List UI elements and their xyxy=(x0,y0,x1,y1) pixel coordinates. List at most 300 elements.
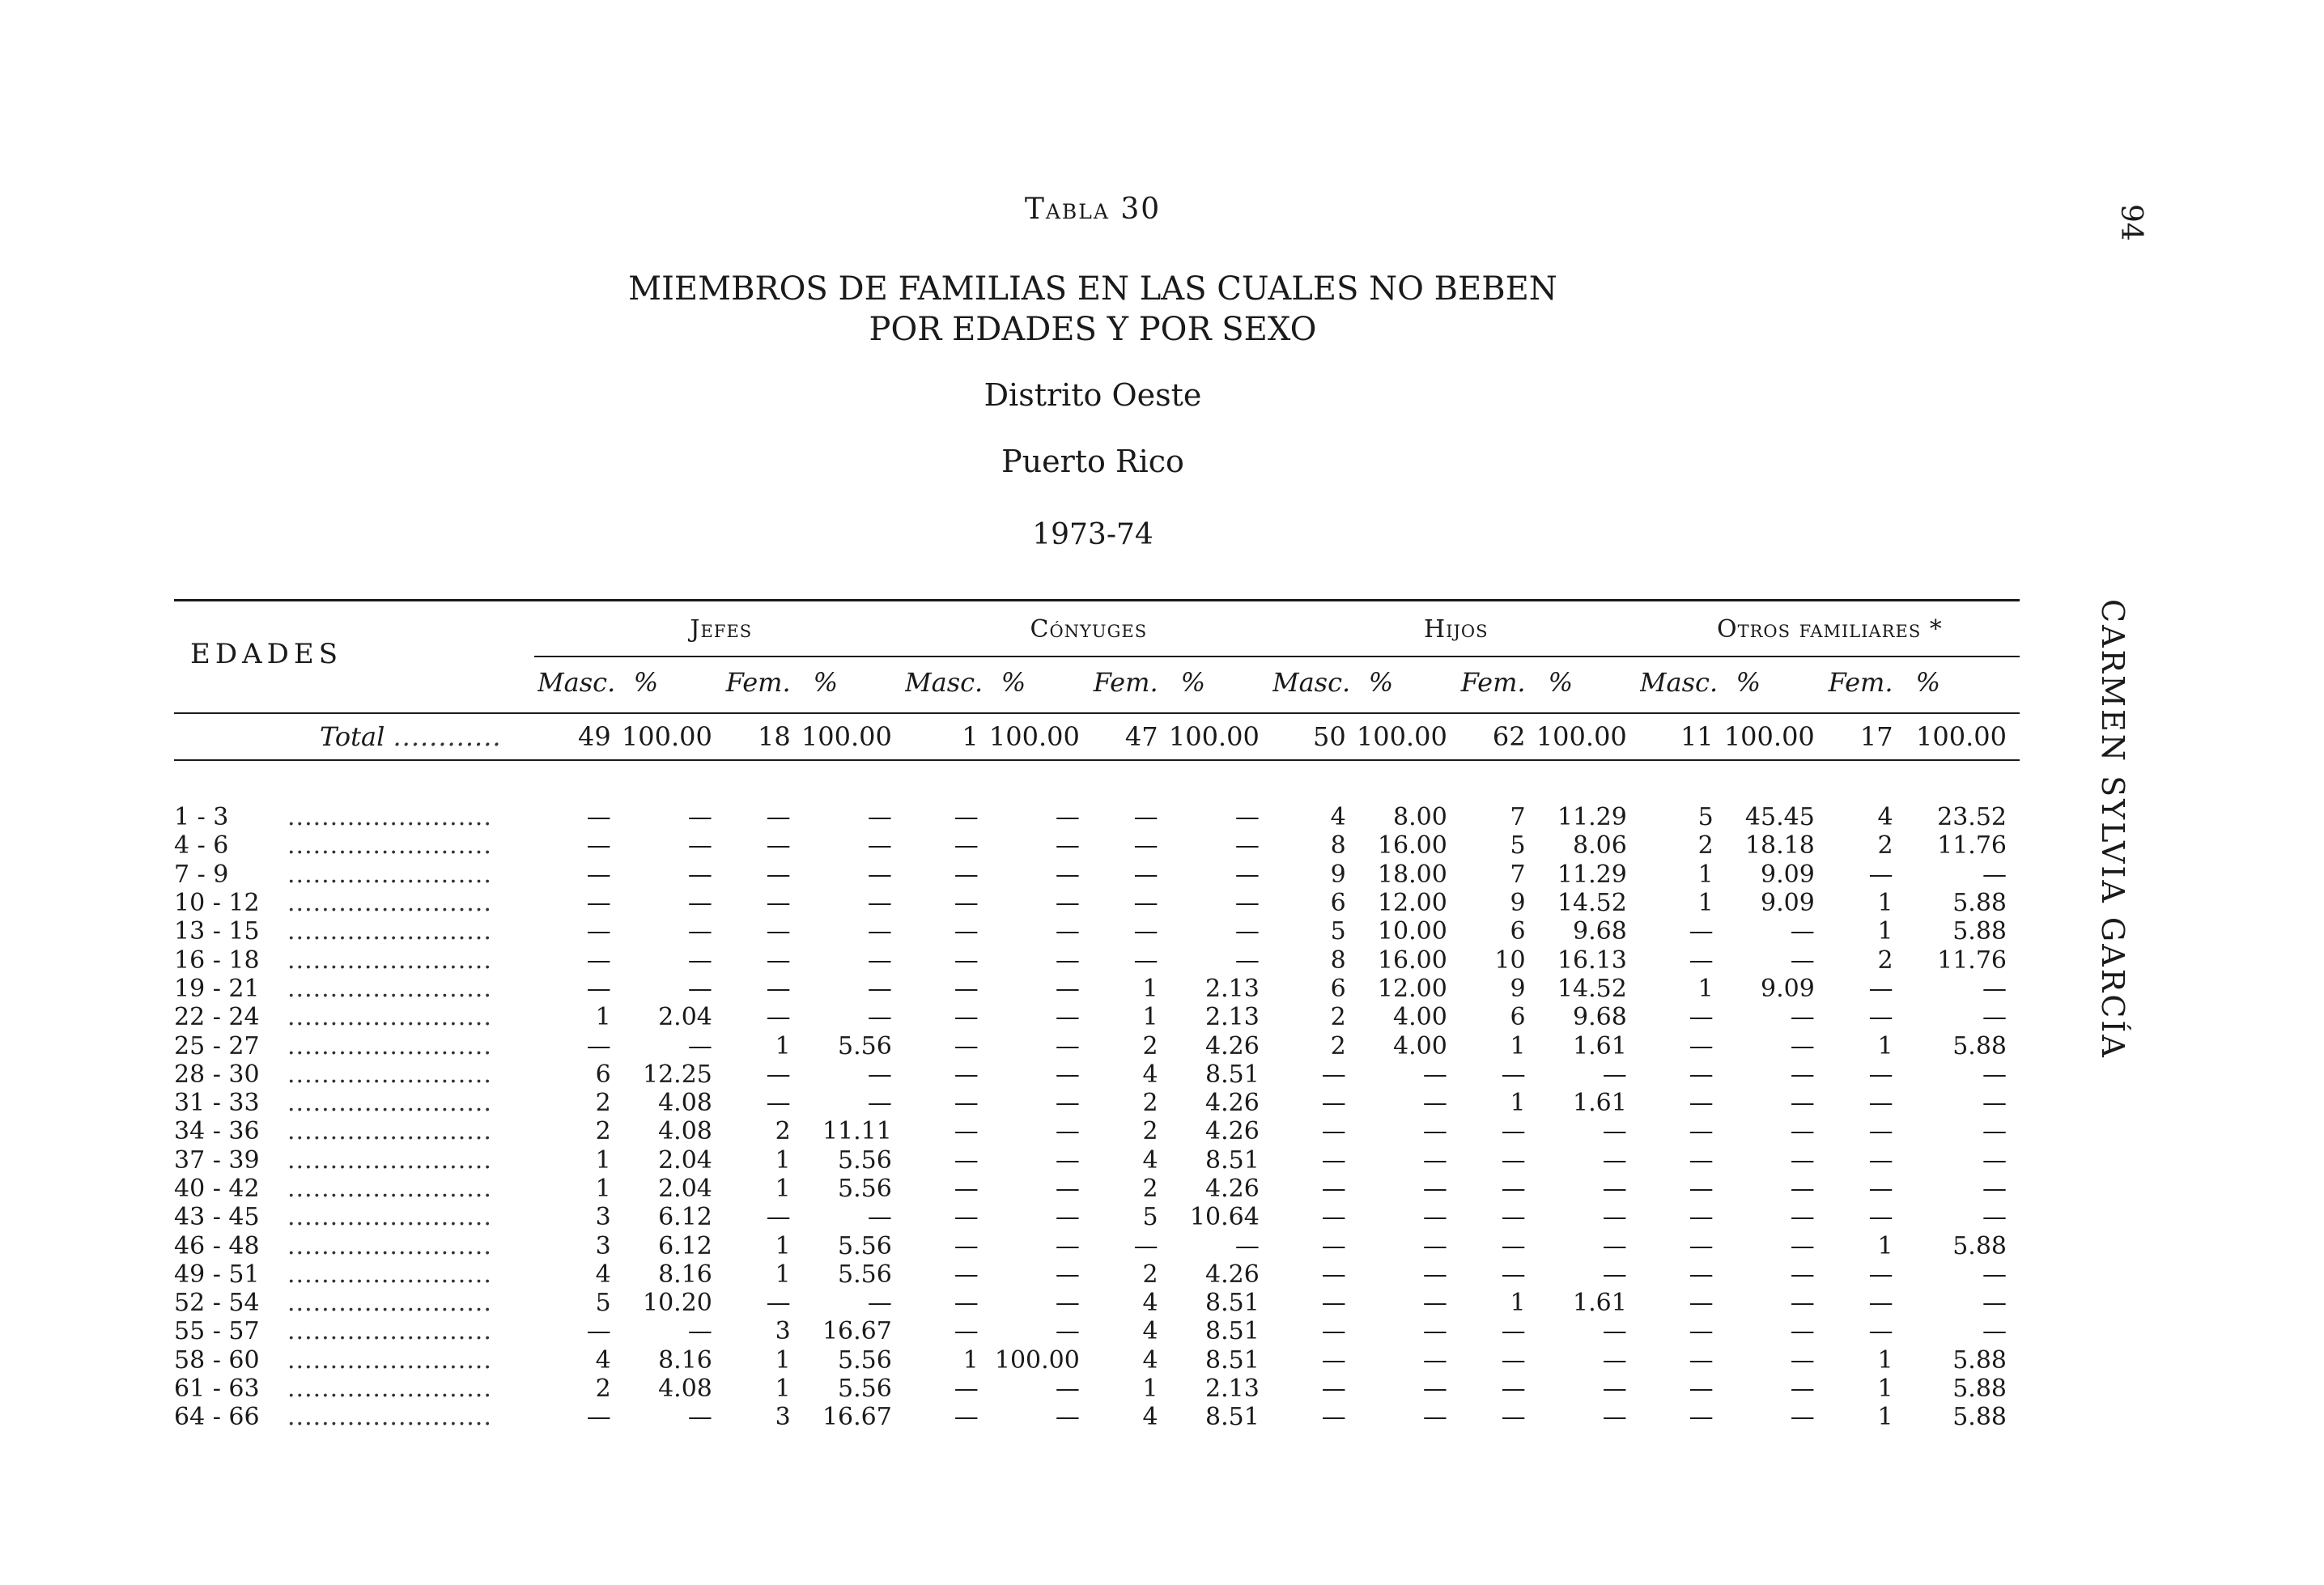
leader-dots: ........................ xyxy=(287,917,492,946)
percent-cell: — xyxy=(1982,1060,2007,1089)
count-cell: 6 xyxy=(1510,917,1526,946)
count-cell: — xyxy=(1689,1089,1714,1118)
leader-dots: ........................ xyxy=(287,1003,492,1032)
table-row xyxy=(174,860,2020,889)
count-cell: — xyxy=(954,803,979,832)
count-cell: — xyxy=(954,1203,979,1232)
age-cell xyxy=(174,1346,537,1375)
percent-cell: 8.16 xyxy=(658,1345,712,1375)
table-row xyxy=(174,803,2020,831)
subheader-fem: Fem. xyxy=(1093,667,1158,698)
group-otros-familiares: Otros familiares * xyxy=(1717,614,1943,644)
percent-cell: — xyxy=(1602,1260,1627,1289)
count-cell: — xyxy=(1689,1060,1714,1089)
table-row xyxy=(174,1317,2020,1345)
count-cell: — xyxy=(954,1145,979,1175)
count-cell: 1 xyxy=(1142,1003,1158,1032)
age-range: 64 - 66 xyxy=(174,1403,260,1432)
count-cell: 1 xyxy=(1697,889,1714,918)
total-cell: 17 xyxy=(1859,721,1893,752)
table-row xyxy=(174,975,2020,1003)
total-row xyxy=(174,708,2020,766)
percent-cell: — xyxy=(867,860,892,889)
leader-dots: ........................ xyxy=(287,1345,492,1375)
percent-cell: — xyxy=(1055,803,1080,832)
percent-cell: 6.12 xyxy=(658,1203,712,1232)
percent-cell: — xyxy=(1982,1260,2007,1289)
age-cell xyxy=(174,975,537,1003)
percent-cell: 1.61 xyxy=(1572,1031,1627,1060)
count-cell: 2 xyxy=(1142,1117,1158,1146)
percent-cell: — xyxy=(1422,1345,1447,1375)
count-cell: — xyxy=(1868,974,1893,1003)
table-label-number: 30 xyxy=(1120,193,1162,226)
percent-cell: 5.56 xyxy=(838,1345,892,1375)
count-cell: — xyxy=(1321,1117,1346,1146)
count-cell: — xyxy=(1868,1289,1893,1318)
count-cell: — xyxy=(1868,1117,1893,1146)
count-cell: — xyxy=(1133,917,1158,946)
percent-cell: 8.51 xyxy=(1205,1317,1260,1346)
count-cell: 6 xyxy=(1330,974,1346,1003)
percent-cell: 8.06 xyxy=(1572,831,1627,860)
table-row xyxy=(174,1031,2020,1060)
count-cell: — xyxy=(1501,1345,1526,1375)
percent-cell: — xyxy=(1422,1317,1447,1346)
data-table xyxy=(174,601,2020,1432)
count-cell: — xyxy=(1868,1260,1893,1289)
count-cell: — xyxy=(954,1231,979,1260)
percent-cell: — xyxy=(1422,1145,1447,1175)
count-cell: 4 xyxy=(1142,1345,1158,1375)
total-cell: 100.00 xyxy=(1356,721,1447,752)
count-cell: 4 xyxy=(1142,1060,1158,1089)
subheader-pct: % xyxy=(633,667,659,698)
leader-dots: ........................ xyxy=(287,1231,492,1260)
percent-cell: — xyxy=(1790,1403,1815,1432)
count-cell: — xyxy=(954,945,979,975)
total-label-cell xyxy=(174,708,537,766)
count-cell: 1 xyxy=(595,1003,611,1032)
percent-cell: 10.20 xyxy=(643,1289,712,1318)
total-cell: 100.00 xyxy=(1536,721,1627,752)
age-range: 34 - 36 xyxy=(174,1117,260,1146)
count-cell: — xyxy=(766,831,791,860)
count-cell: 5 xyxy=(1142,1203,1158,1232)
percent-cell: 11.11 xyxy=(822,1117,892,1146)
count-cell: — xyxy=(1321,1145,1346,1175)
count-cell: 2 xyxy=(1877,831,1893,860)
count-cell: 2 xyxy=(1697,831,1714,860)
percent-cell: — xyxy=(687,917,712,946)
age-range: 40 - 42 xyxy=(174,1175,260,1203)
count-cell: — xyxy=(1321,1403,1346,1432)
percent-cell: 2.04 xyxy=(658,1145,712,1175)
count-cell: — xyxy=(1689,1203,1714,1232)
age-cell xyxy=(174,1289,537,1317)
count-cell: — xyxy=(1501,1260,1526,1289)
leader-dots: ........................ xyxy=(287,831,492,860)
count-cell: — xyxy=(954,1117,979,1146)
age-cell xyxy=(174,1375,537,1403)
count-cell: — xyxy=(766,889,791,918)
count-cell: 3 xyxy=(595,1203,611,1232)
age-cell xyxy=(174,831,537,860)
count-cell: — xyxy=(766,1289,791,1318)
subheader-pct: % xyxy=(1915,667,1940,698)
percent-cell: — xyxy=(687,803,712,832)
count-cell: — xyxy=(1501,1117,1526,1146)
age-range: 19 - 21 xyxy=(174,974,260,1003)
age-range: 49 - 51 xyxy=(174,1260,260,1289)
count-cell: — xyxy=(1501,1317,1526,1346)
age-range: 4 - 6 xyxy=(174,831,229,860)
percent-cell: 4.08 xyxy=(658,1089,712,1118)
age-range: 28 - 30 xyxy=(174,1060,260,1089)
count-cell: — xyxy=(586,1403,611,1432)
age-range: 55 - 57 xyxy=(174,1317,260,1346)
count-cell: 1 xyxy=(1697,860,1714,889)
table-row xyxy=(174,917,2020,945)
count-cell: 8 xyxy=(1330,945,1346,975)
row-header-edades: EDADES xyxy=(190,638,343,670)
percent-cell: — xyxy=(1055,1231,1080,1260)
count-cell: — xyxy=(954,1089,979,1118)
total-cell: 49 xyxy=(578,721,611,752)
count-cell: — xyxy=(1133,831,1158,860)
percent-cell: — xyxy=(687,974,712,1003)
age-range: 16 - 18 xyxy=(174,945,260,975)
percent-cell: 5.88 xyxy=(1952,1231,2007,1260)
total-cell: 100.00 xyxy=(621,721,712,752)
count-cell: — xyxy=(586,974,611,1003)
percent-cell: — xyxy=(1790,1089,1815,1118)
count-cell: — xyxy=(954,1003,979,1032)
percent-cell: — xyxy=(1982,1089,2007,1118)
count-cell: — xyxy=(1321,1060,1346,1089)
percent-cell: 8.51 xyxy=(1205,1060,1260,1089)
percent-cell: — xyxy=(1422,1403,1447,1432)
count-cell: 1 xyxy=(595,1145,611,1175)
percent-cell: 11.76 xyxy=(1937,831,2007,860)
count-cell: 4 xyxy=(1330,803,1346,832)
count-cell: — xyxy=(586,831,611,860)
count-cell: 1 xyxy=(1142,1375,1158,1404)
age-cell xyxy=(174,860,537,889)
percent-cell: 9.09 xyxy=(1760,860,1815,889)
table-row xyxy=(174,1175,2020,1203)
percent-cell: 5.56 xyxy=(838,1231,892,1260)
count-cell: — xyxy=(766,1060,791,1089)
count-cell: 5 xyxy=(595,1289,611,1318)
table-label xyxy=(0,193,2186,226)
count-cell: — xyxy=(586,1317,611,1346)
total-cell: 100.00 xyxy=(1723,721,1815,752)
percent-cell: 2.04 xyxy=(658,1175,712,1203)
subheader-pct: % xyxy=(1180,667,1206,698)
age-range: 61 - 63 xyxy=(174,1375,260,1404)
count-cell: 2 xyxy=(1142,1175,1158,1203)
percent-cell: 5.56 xyxy=(838,1260,892,1289)
percent-cell: 18.18 xyxy=(1744,831,1815,860)
count-cell: — xyxy=(1868,1203,1893,1232)
leader-dots: ........................ xyxy=(287,1117,492,1146)
percent-cell: — xyxy=(867,1289,892,1318)
count-cell: — xyxy=(1689,1375,1714,1404)
count-cell: — xyxy=(1321,1175,1346,1203)
count-cell: — xyxy=(1321,1089,1346,1118)
leader-dots: ............ xyxy=(393,721,502,752)
percent-cell: — xyxy=(1982,1175,2007,1203)
percent-cell: — xyxy=(1234,917,1260,946)
age-cell xyxy=(174,1089,537,1117)
leader-dots: ........................ xyxy=(287,1289,492,1318)
percent-cell: — xyxy=(1234,945,1260,975)
percent-cell: — xyxy=(1982,974,2007,1003)
count-cell: — xyxy=(766,1089,791,1118)
total-cell: 62 xyxy=(1492,721,1526,752)
count-cell: — xyxy=(1501,1375,1526,1404)
age-range: 58 - 60 xyxy=(174,1345,260,1375)
count-cell: 1 xyxy=(1877,1345,1893,1375)
count-cell: 2 xyxy=(1330,1003,1346,1032)
subheader-fem: Fem. xyxy=(1460,667,1526,698)
percent-cell: 11.76 xyxy=(1937,945,2007,975)
percent-cell: 2.13 xyxy=(1205,974,1260,1003)
count-cell: — xyxy=(954,1175,979,1203)
table-row xyxy=(174,1089,2020,1117)
percent-cell: 12.00 xyxy=(1377,889,1447,918)
spacer-row xyxy=(174,766,2020,803)
age-range: 25 - 27 xyxy=(174,1031,260,1060)
subheader-fem: Fem. xyxy=(1828,667,1893,698)
table-row xyxy=(174,1289,2020,1317)
leader-dots: ........................ xyxy=(287,1203,492,1232)
count-cell: 7 xyxy=(1510,803,1526,832)
count-cell: 1 xyxy=(1877,917,1893,946)
percent-cell: 5.88 xyxy=(1952,1031,2007,1060)
count-cell: — xyxy=(1501,1060,1526,1089)
percent-cell: — xyxy=(1602,1175,1627,1203)
count-cell: — xyxy=(1689,1031,1714,1060)
percent-cell: — xyxy=(1055,1031,1080,1060)
count-cell: — xyxy=(586,917,611,946)
percent-cell: — xyxy=(1790,1031,1815,1060)
percent-cell: — xyxy=(1982,1003,2007,1032)
percent-cell: 16.00 xyxy=(1377,945,1447,975)
count-cell: 5 xyxy=(1330,917,1346,946)
count-cell: 1 xyxy=(1142,974,1158,1003)
count-cell: — xyxy=(766,1003,791,1032)
count-cell: 2 xyxy=(1142,1031,1158,1060)
count-cell: — xyxy=(954,1403,979,1432)
percent-cell: — xyxy=(1055,1403,1080,1432)
percent-cell: — xyxy=(687,889,712,918)
percent-cell: — xyxy=(1790,1231,1815,1260)
count-cell: 1 xyxy=(775,1145,791,1175)
group-conyuges: Cónyuges xyxy=(1030,614,1148,644)
percent-cell: 4.00 xyxy=(1393,1003,1447,1032)
percent-cell: — xyxy=(1055,1003,1080,1032)
table-row xyxy=(174,945,2020,974)
count-cell: — xyxy=(1868,1317,1893,1346)
count-cell: — xyxy=(1689,1145,1714,1175)
percent-cell: 4.26 xyxy=(1205,1089,1260,1118)
count-cell: — xyxy=(586,803,611,832)
subheader-pct: % xyxy=(1736,667,1761,698)
age-range: 10 - 12 xyxy=(174,889,260,918)
count-cell: 4 xyxy=(1877,803,1893,832)
percent-cell: 16.00 xyxy=(1377,831,1447,860)
count-cell: — xyxy=(766,917,791,946)
percent-cell: 5.88 xyxy=(1952,889,2007,918)
count-cell: — xyxy=(1321,1231,1346,1260)
percent-cell: 11.29 xyxy=(1557,860,1627,889)
count-cell: 5 xyxy=(1510,831,1526,860)
count-cell: — xyxy=(586,889,611,918)
count-cell: — xyxy=(1868,1089,1893,1118)
count-cell: 6 xyxy=(595,1060,611,1089)
age-range: 43 - 45 xyxy=(174,1203,260,1232)
count-cell: 2 xyxy=(775,1117,791,1146)
count-cell: — xyxy=(1501,1231,1526,1260)
count-cell: — xyxy=(1133,945,1158,975)
count-cell: — xyxy=(1689,1260,1714,1289)
percent-cell: — xyxy=(1234,889,1260,918)
age-range: 1 - 3 xyxy=(174,803,229,832)
percent-cell: — xyxy=(1790,917,1815,946)
count-cell: 8 xyxy=(1330,831,1346,860)
count-cell: 1 xyxy=(775,1175,791,1203)
count-cell: 1 xyxy=(1510,1289,1526,1318)
percent-cell: — xyxy=(1602,1203,1627,1232)
count-cell: 5 xyxy=(1697,803,1714,832)
count-cell: 1 xyxy=(775,1345,791,1375)
count-cell: 2 xyxy=(1142,1260,1158,1289)
percent-cell: — xyxy=(1422,1089,1447,1118)
age-cell xyxy=(174,1060,537,1089)
age-range: 22 - 24 xyxy=(174,1003,260,1032)
percent-cell: — xyxy=(867,889,892,918)
age-cell xyxy=(174,945,537,974)
total-cell: 100.00 xyxy=(988,721,1080,752)
district-label: Distrito Oeste xyxy=(984,377,1202,413)
count-cell: 4 xyxy=(1142,1317,1158,1346)
percent-cell: — xyxy=(1982,1317,2007,1346)
percent-cell: — xyxy=(1790,1145,1815,1175)
count-cell: 10 xyxy=(1494,945,1526,975)
percent-cell: — xyxy=(1055,1260,1080,1289)
age-cell xyxy=(174,1146,537,1175)
table-row xyxy=(174,889,2020,917)
percent-cell: 5.56 xyxy=(838,1145,892,1175)
count-cell: — xyxy=(1501,1203,1526,1232)
count-cell: 7 xyxy=(1510,860,1526,889)
count-cell: — xyxy=(1868,1145,1893,1175)
table-heading xyxy=(0,269,2186,350)
percent-cell: 5.56 xyxy=(838,1031,892,1060)
percent-cell: — xyxy=(1422,1289,1447,1318)
count-cell: 4 xyxy=(1142,1403,1158,1432)
leader-dots: ........................ xyxy=(287,1175,492,1203)
percent-cell: — xyxy=(867,974,892,1003)
percent-cell: — xyxy=(1234,1231,1260,1260)
percent-cell: 4.26 xyxy=(1205,1031,1260,1060)
count-cell: 2 xyxy=(1142,1089,1158,1118)
percent-cell: 5.56 xyxy=(838,1175,892,1203)
age-cell xyxy=(174,1203,537,1231)
percent-cell: — xyxy=(1055,1175,1080,1203)
count-cell: 1 xyxy=(1877,1403,1893,1432)
percent-cell: 11.29 xyxy=(1557,803,1627,832)
percent-cell: — xyxy=(1602,1345,1627,1375)
leader-dots: ........................ xyxy=(287,974,492,1003)
percent-cell: 14.52 xyxy=(1557,889,1627,918)
count-cell: 3 xyxy=(775,1317,791,1346)
total-cell: 100.00 xyxy=(1168,721,1260,752)
count-cell: — xyxy=(1868,1003,1893,1032)
count-cell: 2 xyxy=(595,1089,611,1118)
age-cell xyxy=(174,803,537,831)
percent-cell: — xyxy=(1055,1203,1080,1232)
percent-cell: 6.12 xyxy=(658,1231,712,1260)
percent-cell: 12.00 xyxy=(1377,974,1447,1003)
percent-cell: — xyxy=(867,917,892,946)
table-row xyxy=(174,1117,2020,1145)
count-cell: — xyxy=(954,889,979,918)
count-cell: — xyxy=(1868,860,1893,889)
percent-cell: — xyxy=(1790,1260,1815,1289)
percent-cell: — xyxy=(1055,889,1080,918)
count-cell: — xyxy=(1689,1403,1714,1432)
total-label: Total xyxy=(320,721,385,752)
age-cell xyxy=(174,1317,537,1345)
count-cell: — xyxy=(1689,945,1714,975)
age-cell xyxy=(174,1231,537,1260)
year-label: 1973-74 xyxy=(1032,518,1154,551)
table-row xyxy=(174,831,2020,860)
percent-cell: — xyxy=(1055,1117,1080,1146)
percent-cell: 5.56 xyxy=(838,1375,892,1404)
count-cell: — xyxy=(1133,889,1158,918)
subheader-masc: Masc. xyxy=(904,667,984,698)
percent-cell: — xyxy=(1055,1317,1080,1346)
running-head-author: CARMEN SYLVIA GARCÍA xyxy=(2095,599,2131,1060)
percent-cell: — xyxy=(867,1060,892,1089)
percent-cell: — xyxy=(1982,1145,2007,1175)
count-cell: — xyxy=(1133,803,1158,832)
count-cell: — xyxy=(766,1203,791,1232)
percent-cell: — xyxy=(1602,1231,1627,1260)
percent-cell: — xyxy=(1602,1117,1627,1146)
leader-dots: ........................ xyxy=(287,1060,492,1089)
count-cell: — xyxy=(954,1060,979,1089)
count-cell: — xyxy=(954,1317,979,1346)
count-cell: — xyxy=(1321,1203,1346,1232)
count-cell: 4 xyxy=(595,1260,611,1289)
percent-cell: — xyxy=(1055,974,1080,1003)
percent-cell: 2.13 xyxy=(1205,1375,1260,1404)
table-label-word: Tabla xyxy=(1024,193,1110,226)
count-cell: 1 xyxy=(962,1345,979,1375)
table-row xyxy=(174,1060,2020,1089)
percent-cell: — xyxy=(1234,860,1260,889)
age-cell xyxy=(174,889,537,917)
count-cell: — xyxy=(1501,1145,1526,1175)
percent-cell: — xyxy=(1055,860,1080,889)
count-cell: — xyxy=(586,1031,611,1060)
heading-line-1: MIEMBROS DE FAMILIAS EN LAS CUALES NO BEBEN xyxy=(628,270,1557,308)
